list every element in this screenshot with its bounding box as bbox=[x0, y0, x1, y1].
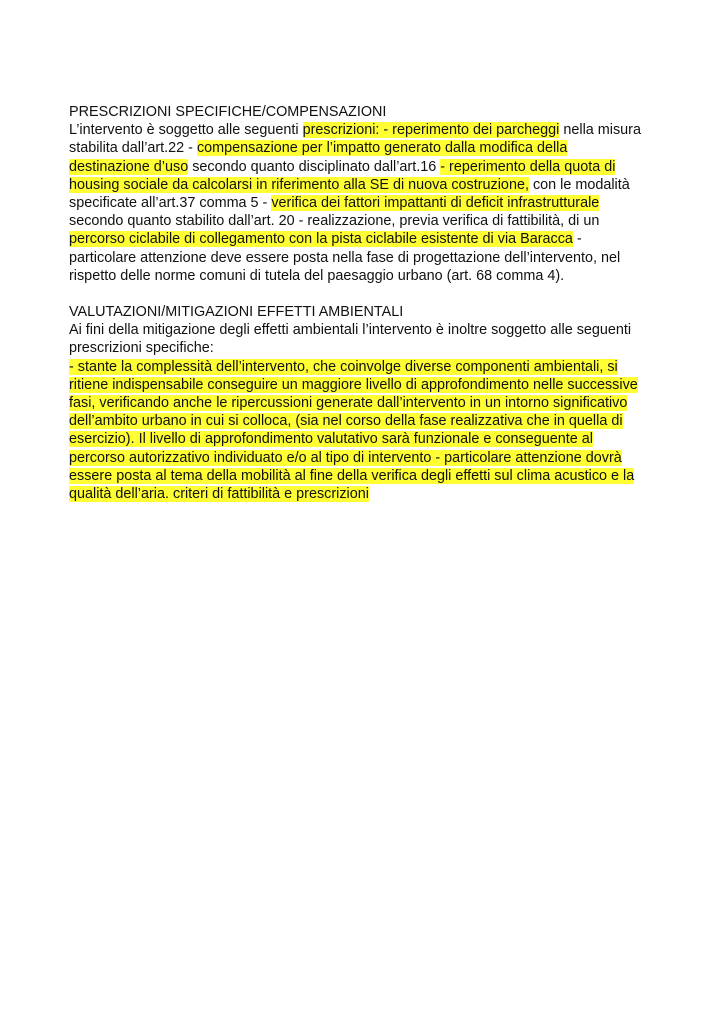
text-line bbox=[69, 376, 659, 394]
highlighted-text: - stante la complessità dell’intervento, che coinvolge diverse componenti ambientali, si bbox=[69, 358, 618, 375]
text-segment: con le modalità bbox=[528, 176, 630, 193]
text-line bbox=[69, 430, 659, 448]
highlighted-text: ritiene indispensabile conseguire un maggiore livello di approfondimento nelle successive bbox=[69, 376, 638, 393]
highlighted-text: verifica dei fattori impattanti di deficit infrastrutturale bbox=[271, 195, 600, 212]
section-valutazioni-paragraph bbox=[69, 321, 659, 503]
highlighted-text: percorso autorizzativo individuato e/o al tipo di intervento - particolare attenzione dovrà bbox=[69, 449, 622, 466]
text-line bbox=[69, 121, 659, 139]
text-line bbox=[69, 139, 659, 157]
text-segment: secondo quanto stabilito dall’art. 20 - realizzazione, previa verifica di fattibilità, di un bbox=[69, 213, 600, 230]
highlighted-text: compensazione per l’impatto generato dalla modifica della bbox=[196, 140, 568, 157]
text-segment: L’intervento è soggetto alle seguenti bbox=[69, 122, 303, 139]
text-line bbox=[69, 230, 659, 248]
text-line bbox=[69, 158, 659, 176]
text-segment: rispetto delle norme comuni di tutela del paesaggio urbano (art. 68 comma 4). bbox=[69, 267, 565, 284]
text-line bbox=[69, 249, 659, 267]
text-line bbox=[69, 267, 659, 285]
text-line bbox=[69, 449, 659, 467]
text-line bbox=[69, 321, 659, 339]
highlighted-text: - reperimento della quota di bbox=[440, 158, 616, 175]
highlighted-text: destinazione d’uso bbox=[69, 158, 189, 175]
text-segment: secondo quanto disciplinato dall’art.16 bbox=[188, 158, 441, 175]
highlighted-text: prescrizioni: - reperimento dei parcheggi bbox=[302, 122, 560, 139]
text-line bbox=[69, 412, 659, 430]
highlighted-text: housing sociale da calcolarsi in riferimento alla SE di nuova costruzione, bbox=[69, 176, 529, 193]
text-segment: prescrizioni specifiche: bbox=[69, 340, 214, 357]
highlighted-text: esercizio). Il livello di approfondimento valutativo sarà funzionale e conseguente al bbox=[69, 431, 593, 448]
text-segment: specificate all’art.37 comma 5 - bbox=[69, 195, 272, 212]
text-line bbox=[69, 358, 659, 376]
section-heading-valutazioni: VALUTAZIONI/MITIGAZIONI EFFETTI AMBIENTALI bbox=[69, 304, 404, 321]
highlighted-text: qualità dell’aria. criteri di fattibilità e prescrizioni bbox=[69, 486, 369, 503]
text-line bbox=[69, 176, 659, 194]
highlighted-text: dell’ambito urbano in cui si colloca, (sia nel corso della fase realizzativa che in quella di bbox=[69, 413, 623, 430]
text-segment: particolare attenzione deve essere posta nella fase di progettazione dell’intervento, nel bbox=[69, 249, 621, 266]
text-line bbox=[69, 339, 659, 357]
text-line bbox=[69, 467, 659, 485]
highlighted-text: fasi, verificando anche le ripercussioni generate dall’intervento in un intorno significativo bbox=[69, 395, 628, 412]
text-segment: nella misura bbox=[559, 122, 641, 139]
text-line bbox=[69, 485, 659, 503]
text-segment: stabilita dall’art.22 - bbox=[69, 140, 197, 157]
text-segment: - bbox=[572, 231, 582, 248]
text-line bbox=[69, 394, 659, 412]
text-line bbox=[69, 212, 659, 230]
section-heading-prescrizioni: PRESCRIZIONI SPECIFICHE/COMPENSAZIONI bbox=[69, 104, 387, 120]
paragraph-spacer bbox=[69, 285, 659, 303]
highlighted-text: percorso ciclabile di collegamento con la pista ciclabile esistente di via Baracca bbox=[69, 231, 573, 248]
document-body bbox=[69, 103, 659, 503]
text-segment: Ai fini della mitigazione degli effetti ambientali l’intervento è inoltre soggetto alle seguenti bbox=[69, 322, 632, 339]
text-line bbox=[69, 194, 659, 212]
highlighted-text: essere posta al tema della mobilità al fine della verifica degli effetti sul clima acustico e la bbox=[69, 467, 635, 484]
section-prescrizioni-paragraph bbox=[69, 121, 659, 285]
